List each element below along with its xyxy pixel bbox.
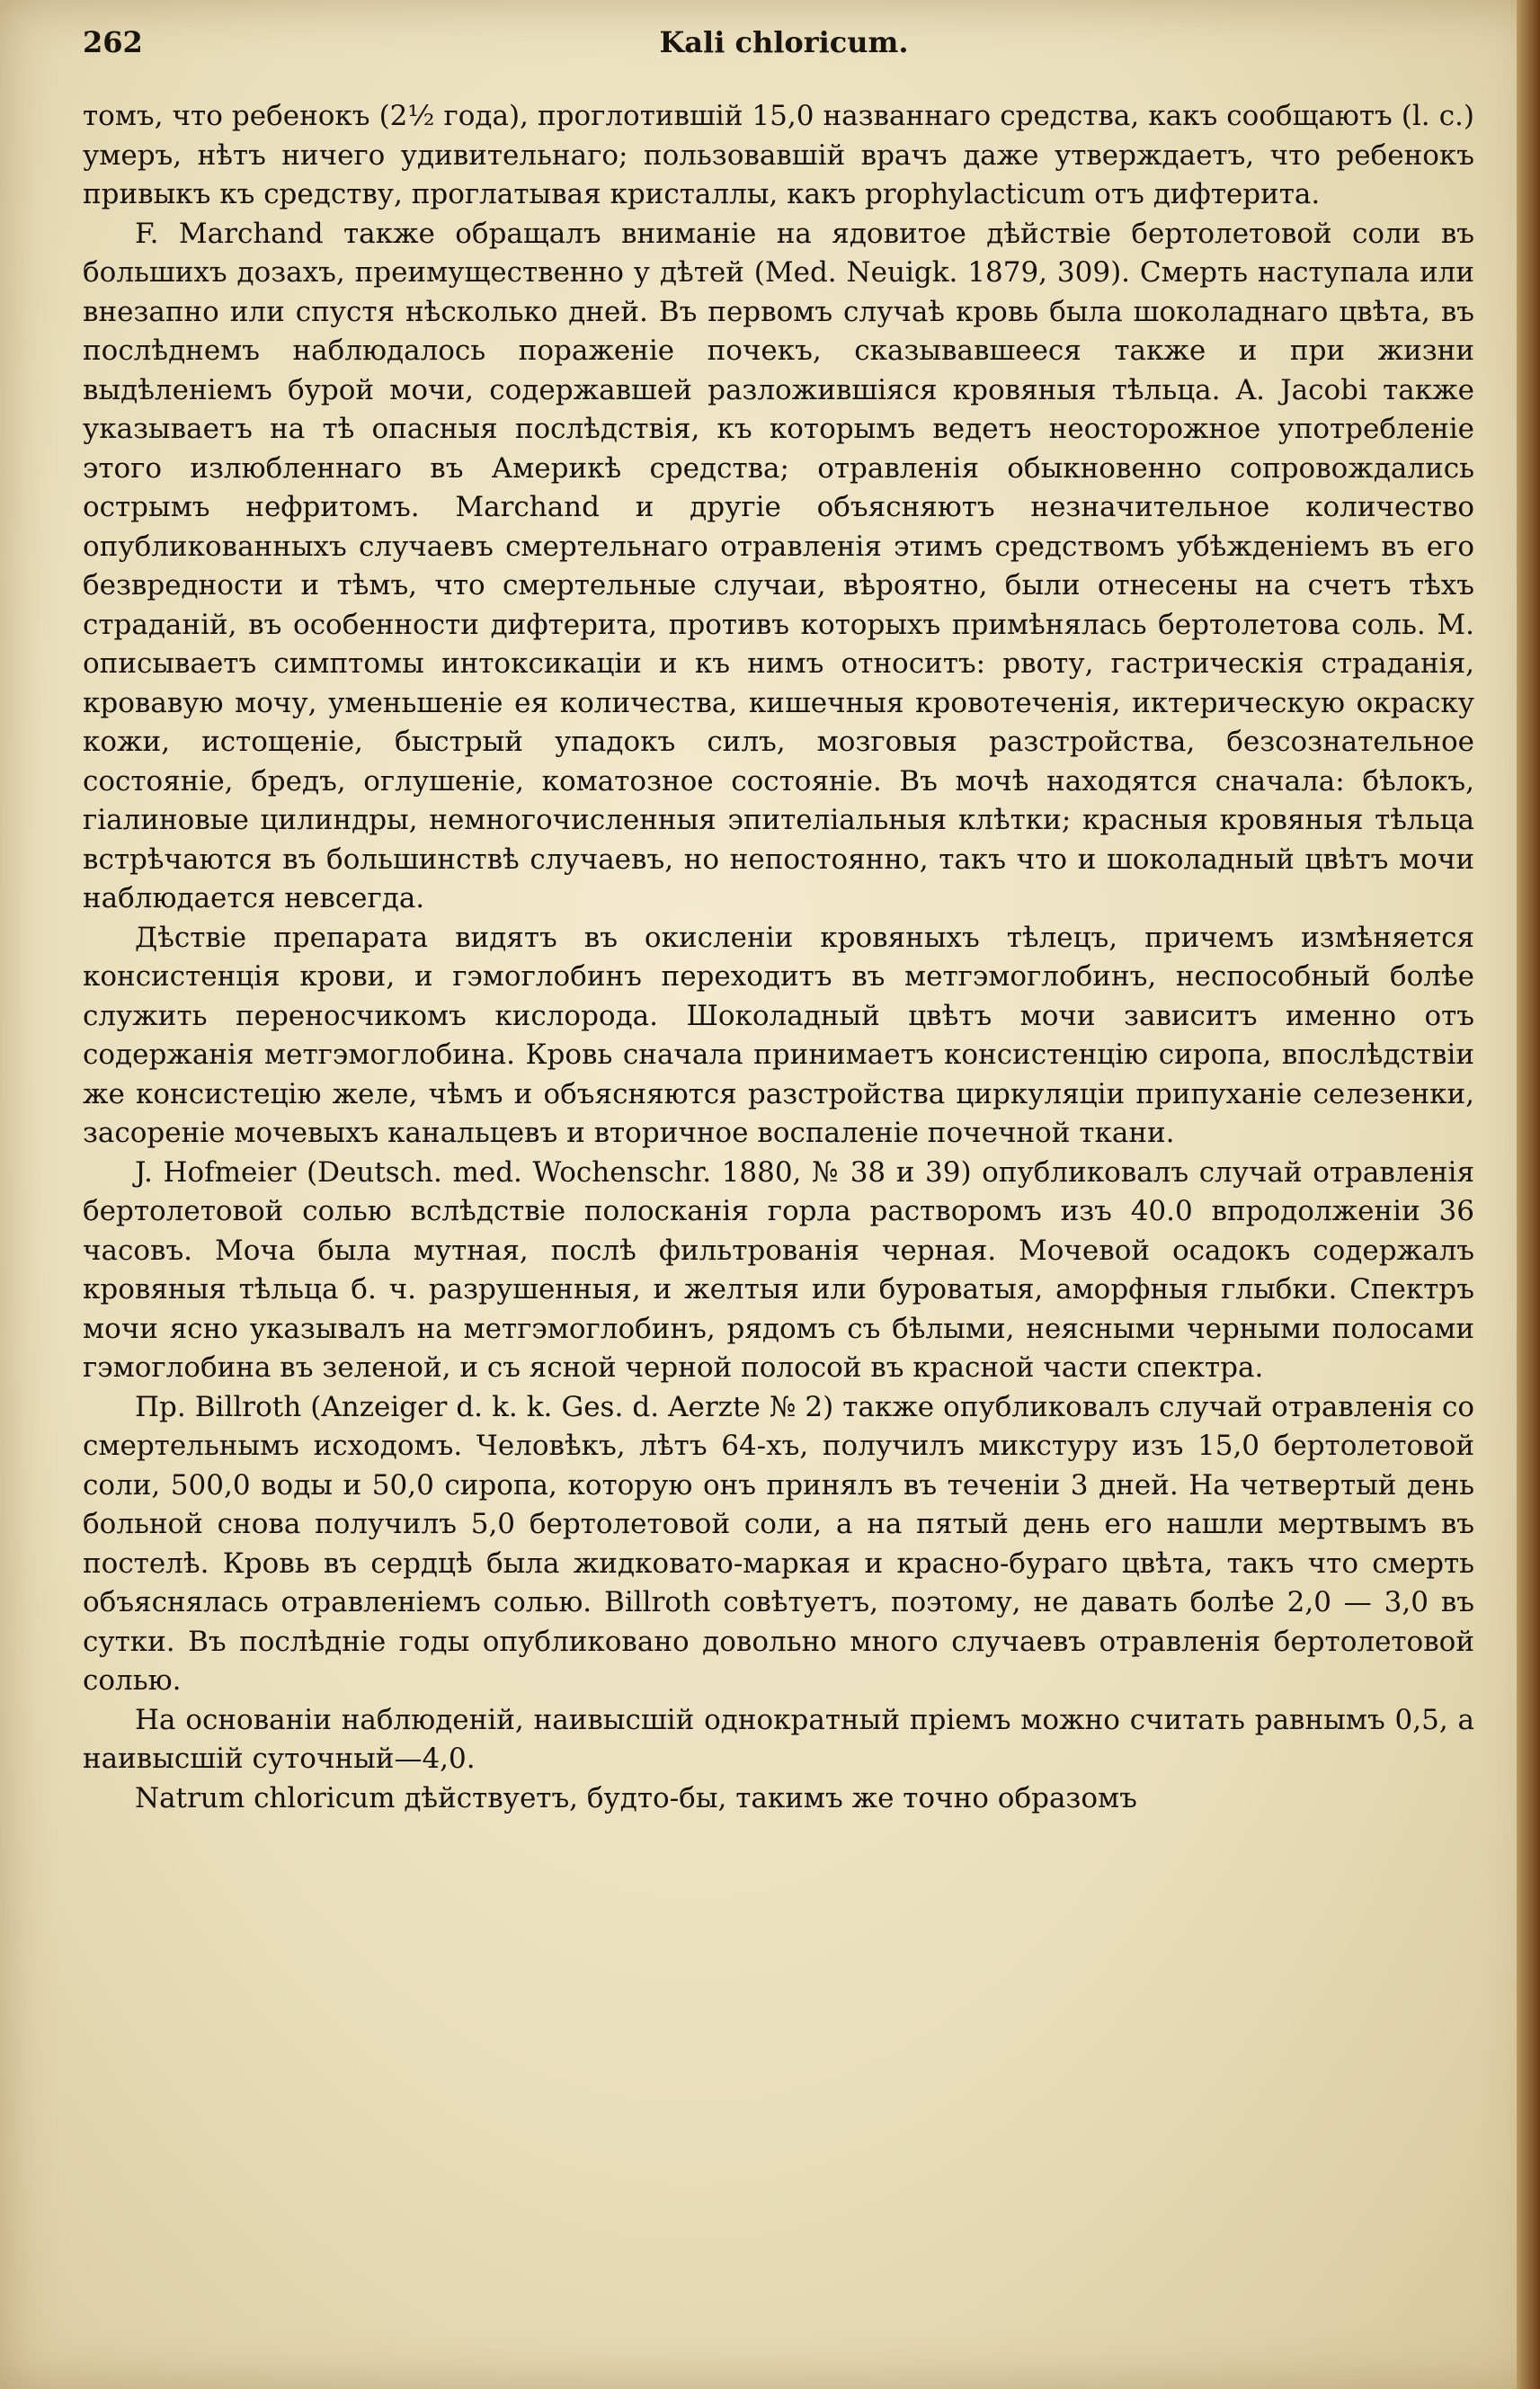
running-title: Kali chloricum. bbox=[659, 25, 909, 59]
paragraph: Пр. Billroth (Anzeiger d. k. k. Ges. d. Aerzte № 2) также опубликовалъ случай отравленія со смертельнымъ исходомъ. Человѣкъ, лѣтъ 64-хъ, получилъ микстуру изъ 15,0 бертолетовой соли, 500,0 воды и 50,0 сиропа, которую онъ принялъ въ теченіи 3 дней. На четвертый день больной снова получилъ 5,0 бертолетовой соли, а на пятый день его нашли мертвымъ въ постелѣ. Кровь въ сердцѣ была жидковато-маркая и красно-бураго цвѣта, такъ что смерть объяснялась отравленіемъ солью. Billroth совѣтуетъ, поэтому, не давать болѣе 2,0 — 3,0 въ сутки. Въ послѣдніе годы опубликовано довольно много случаевъ отравленія бертолетовой солью. bbox=[83, 1390, 1474, 1697]
body-text bbox=[83, 97, 1474, 1818]
paragraph: Natrum chloricum дѣйствуетъ, будто-бы, такимъ же точно образомъ bbox=[135, 1781, 1137, 1814]
paragraph: На основаніи наблюденій, наивысшій однократный пріемъ можно считать равнымъ 0,5, а наивысшій суточный—4,0. bbox=[83, 1703, 1474, 1775]
paragraph: Дѣствіе препарата видятъ въ окисленіи кровяныхъ тѣлецъ, причемъ измѣняется консистенція крови, и гэмоглобинъ переходитъ въ метгэмоглобинъ, неспособный болѣе служить переносчикомъ кислорода. Шоколадный цвѣтъ мочи зависитъ именно отъ содержанія метгэмоглобина. Кровь сначала принимаетъ консистенцію сиропа, впослѣдствіи же консистецію желе, чѣмъ и объясняются разстройства циркуляціи припуханіе селезенки, засореніе мочевыхъ канальцевъ и вторичное воспаленіе почечной ткани. bbox=[83, 921, 1474, 1149]
page-header bbox=[83, 25, 1485, 72]
paragraph: F. Marchand также обращалъ вниманіе на ядовитое дѣйствіе бертолетовой соли въ большихъ дозахъ, преимущественно у дѣтей (Med. Neuigk. 1879, 309). Смерть наступала или внезапно или спустя нѣсколько дней. Въ первомъ случаѣ кровь была шоколаднаго цвѣта, въ послѣднемъ наблюдалось пораженіе почекъ, сказывавшееся также и при жизни выдѣленіемъ бурой мочи, содержавшей разложившіяся кровяныя тѣльца. A. Jacobi также указываетъ на тѣ опасныя послѣдствія, къ которымъ ведетъ неосторожное употребленіе этого излюбленнаго въ Америкѣ средства; отравленія обыкновенно сопровождались острымъ нефритомъ. Marchand и другіе объясняютъ незначительное количество опубликованныхъ случаевъ смертельнаго отравленія этимъ средствомъ убѣжденіемъ въ его безвредности и тѣмъ, что смертельные случаи, вѣроятно, были отнесены на счетъ тѣхъ страданій, въ особенности дифтерита, противъ которыхъ примѣнялась бертолетова соль. М. описываетъ симптомы интоксикаціи и къ нимъ относитъ: рвоту, гастрическія страданія, кровавую мочу, уменьшеніе ея количества, кишечныя кровотеченія, иктерическую окраску кожи, истощеніе, быстрый упадокъ силъ, мозговыя разстройства, безсознательное состояніе, бредъ, оглушеніе, коматозное состояніе. Въ мочѣ находятся сначала: бѣлокъ, гіалиновые цилиндры, немногочисленныя эпителіальныя клѣтки; красныя кровяныя тѣльца встрѣчаются въ большинствѣ случаевъ, но непостоянно, такъ что и шоколадный цвѣтъ мочи наблюдается невсегда. bbox=[83, 217, 1474, 914]
page-edge bbox=[1517, 0, 1540, 2389]
paragraph: J. Hofmeier (Deutsch. med. Wochenschr. 1880, № 38 и 39) опубликовалъ случай отравленія бертолетовой солью вслѣдствіе полосканія горла растворомъ изъ 40.0 впродолженіи 36 часовъ. Моча была мутная, послѣ фильтрованія черная. Мочевой осадокъ содержалъ кровяныя тѣльца б. ч. разрушенныя, и желтыя или буроватыя, аморфныя глыбки. Спектръ мочи ясно указывалъ на метгэмоглобинъ, рядомъ съ бѣлыми, неясными черными полосами гэмоглобина въ зеленой, и съ ясной черной полосой въ красной части спектра. bbox=[83, 1155, 1474, 1384]
paragraph: томъ, что ребенокъ (2½ года), проглотившій 15,0 названнаго средства, какъ сообщаютъ (l. c.) умеръ, нѣтъ ничего удивительнаго; пользовавшій врачъ даже утверждаетъ, что ребенокъ привыкъ къ средству, проглатывая кристаллы, какъ prophylacticum отъ дифтерита. bbox=[83, 100, 1474, 210]
page-number: 262 bbox=[83, 25, 143, 59]
